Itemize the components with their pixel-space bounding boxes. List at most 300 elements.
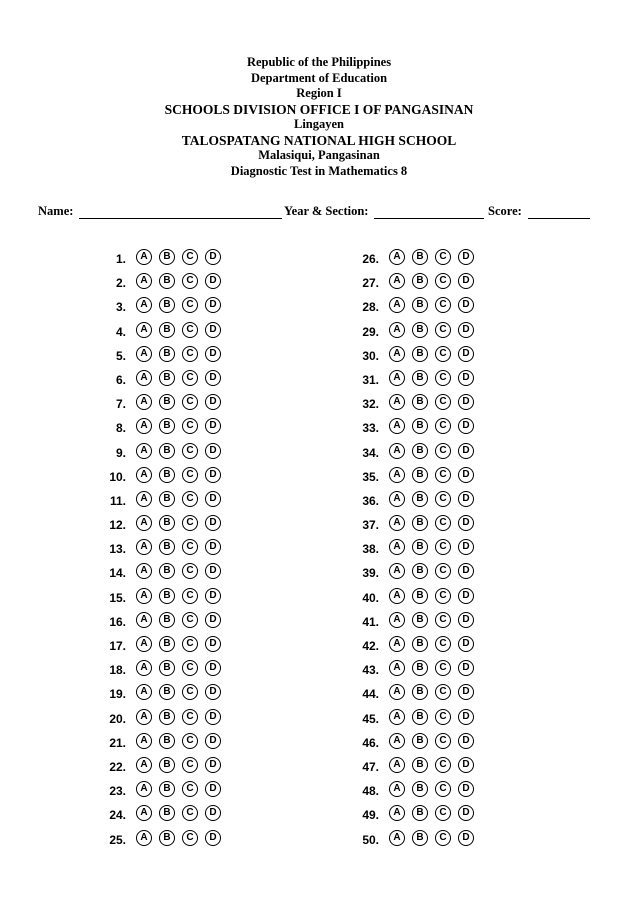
answer-bubble-c[interactable]: C [435,830,451,846]
name-label: Name: [38,204,74,218]
answer-bubble-c[interactable]: C [182,370,198,386]
answer-row [92,709,312,733]
question-number: 22. [109,759,126,774]
question-number: 35. [362,469,379,484]
answer-bubble-b[interactable]: B [412,684,428,700]
answer-bubble-a[interactable]: A [136,660,152,676]
answer-bubble-a[interactable]: A [136,588,152,604]
question-number: 5. [115,348,126,363]
answer-bubble-d[interactable]: D [205,733,221,749]
answer-row [345,781,565,805]
answer-bubble-d[interactable]: D [458,757,474,773]
answer-bubble-a[interactable]: A [389,805,405,821]
answer-bubble-c[interactable]: C [435,467,451,483]
answer-bubble-b[interactable]: B [412,273,428,289]
answer-bubble-a[interactable]: A [389,588,405,604]
answer-bubble-d[interactable]: D [205,830,221,846]
answer-row [345,273,565,297]
answer-bubble-b[interactable]: B [412,370,428,386]
answer-bubble-b[interactable]: B [159,757,175,773]
answer-row [92,830,312,854]
answer-bubble-a[interactable]: A [389,636,405,652]
answer-bubble-a[interactable]: A [136,370,152,386]
answer-bubble-a[interactable]: A [136,249,152,265]
answer-bubble-c[interactable]: C [435,733,451,749]
answer-bubble-b[interactable]: B [159,709,175,725]
answer-row [92,588,312,612]
answer-bubble-d[interactable]: D [205,660,221,676]
answer-bubble-c[interactable]: C [182,515,198,531]
answer-bubble-d[interactable]: D [458,515,474,531]
header-school-address: Malasiqui, Pangasinan [258,148,380,162]
question-number: 37. [362,518,379,533]
answer-bubble-c[interactable]: C [435,322,451,338]
answer-row [345,346,565,370]
answer-bubble-b[interactable]: B [412,249,428,265]
answer-row [92,515,312,539]
answer-bubble-d[interactable]: D [458,660,474,676]
answer-bubble-d[interactable]: D [205,563,221,579]
answer-bubble-b[interactable]: B [159,781,175,797]
answer-bubble-a[interactable]: A [389,322,405,338]
answer-bubble-c[interactable]: C [182,322,198,338]
answer-bubble-a[interactable]: A [136,636,152,652]
answer-row [92,781,312,805]
answer-bubble-c[interactable]: C [182,612,198,628]
answer-bubble-d[interactable]: D [205,491,221,507]
answer-bubble-c[interactable]: C [182,297,198,313]
answer-bubble-b[interactable]: B [159,733,175,749]
document-header [0,55,638,179]
answer-bubble-d[interactable]: D [205,539,221,555]
answer-bubble-a[interactable]: A [389,273,405,289]
answer-row [345,660,565,684]
question-number: 17. [109,639,126,653]
answer-bubble-b[interactable]: B [159,805,175,821]
answer-bubble-b[interactable]: B [412,757,428,773]
question-number: 20. [109,711,126,726]
question-number: 18. [109,663,126,678]
answer-bubble-c[interactable]: C [435,684,451,700]
answer-bubble-c[interactable]: C [435,249,451,265]
answer-bubble-c[interactable]: C [435,346,451,362]
answer-bubble-c[interactable]: C [182,273,198,289]
answer-bubble-b[interactable]: B [159,370,175,386]
answer-bubble-b[interactable]: B [412,297,428,313]
answer-bubble-d[interactable]: D [205,467,221,483]
answer-bubble-a[interactable]: A [136,443,152,459]
name-field-line[interactable] [79,218,282,219]
answer-bubble-c[interactable]: C [182,249,198,265]
header-division-office: SCHOOLS DIVISION OFFICE I OF PANGASINAN [164,101,474,117]
answer-row [92,491,312,515]
answer-bubble-d[interactable]: D [205,781,221,797]
answer-row [92,443,312,467]
question-number: 43. [362,663,379,678]
answer-bubble-b[interactable]: B [159,273,175,289]
answer-bubble-a[interactable]: A [136,805,152,821]
question-number: 6. [115,372,126,387]
answer-bubble-b[interactable]: B [159,684,175,700]
answer-row [345,249,565,273]
answer-bubble-a[interactable]: A [389,515,405,531]
answer-row [345,491,565,515]
answer-bubble-a[interactable]: A [389,297,405,313]
answer-bubble-c[interactable]: C [182,684,198,700]
answer-bubble-c[interactable]: C [435,612,451,628]
question-number: 7. [115,397,126,412]
answer-row [345,709,565,733]
question-number: 42. [362,639,379,653]
answer-bubble-d[interactable]: D [205,370,221,386]
header-region: Region I [296,86,342,100]
answer-bubble-c[interactable]: C [435,588,451,604]
answer-bubble-c[interactable]: C [182,418,198,434]
question-number: 3. [115,300,126,315]
answer-row [345,297,565,321]
answer-bubble-d[interactable]: D [205,515,221,531]
answer-bubble-c[interactable]: C [435,757,451,773]
answer-row [345,322,565,346]
answer-bubble-d[interactable]: D [205,346,221,362]
header-test-title: Diagnostic Test in Mathematics 8 [230,163,408,178]
answer-bubble-a[interactable]: A [389,346,405,362]
answer-bubble-a[interactable]: A [136,491,152,507]
score-field-line[interactable] [528,218,590,219]
answer-bubble-a[interactable]: A [136,709,152,725]
answer-bubble-d[interactable]: D [205,612,221,628]
answer-row [345,370,565,394]
answer-bubble-c[interactable]: C [182,757,198,773]
answer-row [345,418,565,442]
question-number: 1. [115,252,126,266]
answer-row [92,563,312,587]
answer-row [345,588,565,612]
answer-row [92,684,312,708]
answer-bubble-a[interactable]: A [136,273,152,289]
answer-row [92,249,312,273]
answer-bubble-a[interactable]: A [389,491,405,507]
answer-bubble-d[interactable]: D [458,249,474,265]
answer-bubble-c[interactable]: C [435,539,451,555]
answer-bubble-c[interactable]: C [182,830,198,846]
question-number: 16. [109,614,126,629]
answer-bubble-d[interactable]: D [458,491,474,507]
answer-bubble-d[interactable]: D [205,588,221,604]
answer-bubble-d[interactable]: D [205,273,221,289]
question-number: 27. [362,276,379,291]
answer-bubble-d[interactable]: D [458,612,474,628]
answer-bubble-b[interactable]: B [159,467,175,483]
question-number: 39. [362,566,379,581]
answer-bubble-d[interactable]: D [205,443,221,459]
answer-bubble-b[interactable]: B [412,612,428,628]
answer-bubble-c[interactable]: C [435,370,451,386]
answer-column-left [92,249,312,854]
answer-bubble-b[interactable]: B [412,443,428,459]
answer-bubble-c[interactable]: C [435,636,451,652]
answer-bubble-c[interactable]: C [182,709,198,725]
answer-bubble-c[interactable]: C [435,515,451,531]
question-number: 32. [362,397,379,412]
answer-bubble-b[interactable]: B [412,781,428,797]
question-number: 33. [362,421,379,436]
answer-bubble-a[interactable]: A [136,733,152,749]
answer-bubble-a[interactable]: A [136,467,152,483]
answer-bubble-b[interactable]: B [159,563,175,579]
question-number: 26. [362,252,379,266]
answer-bubble-b[interactable]: B [412,660,428,676]
answer-bubble-d[interactable]: D [205,636,221,652]
answer-bubble-a[interactable]: A [136,563,152,579]
answer-bubble-a[interactable]: A [136,394,152,410]
answer-bubble-a[interactable]: A [389,394,405,410]
answer-bubble-c[interactable]: C [435,491,451,507]
answer-row [345,612,565,636]
question-number: 11. [109,493,126,508]
answer-bubble-c[interactable]: C [182,781,198,797]
answer-bubble-b[interactable]: B [412,322,428,338]
answer-bubble-d[interactable]: D [458,563,474,579]
answer-row [345,733,565,757]
student-info-fields [38,204,598,222]
answer-row [92,297,312,321]
answer-bubble-b[interactable]: B [412,805,428,821]
answer-bubble-b[interactable]: B [412,346,428,362]
answer-bubble-c[interactable]: C [182,563,198,579]
answer-bubble-d[interactable]: D [458,733,474,749]
question-number: 21. [109,735,126,750]
answer-bubble-b[interactable]: B [412,467,428,483]
question-number: 34. [362,445,379,460]
answer-row [92,346,312,370]
answer-bubble-b[interactable]: B [159,249,175,265]
answer-bubble-b[interactable]: B [159,515,175,531]
answer-bubble-a[interactable]: A [136,515,152,531]
answer-bubble-b[interactable]: B [159,443,175,459]
question-number: 10. [109,469,126,484]
answer-bubble-d[interactable]: D [205,805,221,821]
answer-bubble-d[interactable]: D [458,370,474,386]
question-number: 23. [109,784,126,799]
answer-row [92,805,312,829]
answer-bubble-d[interactable]: D [205,709,221,725]
question-number: 4. [115,324,126,339]
answer-row [345,757,565,781]
answer-bubble-c[interactable]: C [182,733,198,749]
answer-bubble-a[interactable]: A [389,249,405,265]
answer-bubble-b[interactable]: B [412,394,428,410]
question-number: 28. [362,300,379,315]
answer-row [92,733,312,757]
question-number: 40. [362,590,379,605]
answer-bubble-c[interactable]: C [182,346,198,362]
answer-bubble-a[interactable]: A [136,781,152,797]
answer-bubble-a[interactable]: A [136,830,152,846]
answer-bubble-b[interactable]: B [159,346,175,362]
answer-bubble-c[interactable]: C [435,660,451,676]
answer-bubble-d[interactable]: D [205,249,221,265]
answer-bubble-b[interactable]: B [159,297,175,313]
answer-bubble-c[interactable]: C [182,443,198,459]
answer-bubble-b[interactable]: B [159,394,175,410]
answer-bubble-d[interactable]: D [205,418,221,434]
answer-bubble-d[interactable]: D [458,709,474,725]
answer-bubble-c[interactable]: C [182,467,198,483]
answer-bubble-a[interactable]: A [389,830,405,846]
answer-bubble-d[interactable]: D [458,805,474,821]
answer-bubble-d[interactable]: D [458,394,474,410]
answer-bubble-c[interactable]: C [435,781,451,797]
answer-bubble-d[interactable]: D [458,539,474,555]
answer-bubble-b[interactable]: B [159,539,175,555]
answer-bubble-c[interactable]: C [182,636,198,652]
answer-bubble-b[interactable]: B [412,709,428,725]
question-number: 48. [362,784,379,799]
answer-row [345,394,565,418]
answer-row [92,636,312,660]
question-number: 45. [362,711,379,726]
answer-row [345,636,565,660]
answer-bubble-c[interactable]: C [182,539,198,555]
answer-bubble-a[interactable]: A [136,418,152,434]
answer-bubble-a[interactable]: A [389,684,405,700]
answer-row [345,443,565,467]
answer-bubble-c[interactable]: C [182,394,198,410]
answer-bubble-c[interactable]: C [182,805,198,821]
answer-bubble-a[interactable]: A [389,757,405,773]
answer-bubble-d[interactable]: D [458,467,474,483]
answer-bubble-a[interactable]: A [389,370,405,386]
answer-bubble-c[interactable]: C [435,418,451,434]
answer-bubble-d[interactable]: D [458,443,474,459]
answer-bubble-a[interactable]: A [389,660,405,676]
year-section-field-line[interactable] [374,218,484,219]
answer-row [345,539,565,563]
answer-bubble-b[interactable]: B [412,733,428,749]
answer-bubble-d[interactable]: D [458,588,474,604]
answer-row [92,660,312,684]
answer-bubble-b[interactable]: B [159,588,175,604]
answer-bubble-c[interactable]: C [182,588,198,604]
answer-bubble-a[interactable]: A [136,757,152,773]
answer-bubble-c[interactable]: C [435,563,451,579]
answer-bubble-a[interactable]: A [136,612,152,628]
answer-bubble-a[interactable]: A [389,733,405,749]
answer-bubble-a[interactable]: A [389,563,405,579]
answer-row [92,418,312,442]
answer-bubble-a[interactable]: A [136,297,152,313]
answer-bubble-a[interactable]: A [136,539,152,555]
answer-bubble-d[interactable]: D [458,830,474,846]
answer-bubble-d[interactable]: D [205,322,221,338]
question-number: 31. [362,372,379,387]
question-number: 30. [362,348,379,363]
answer-bubble-b[interactable]: B [159,612,175,628]
answer-bubble-c[interactable]: C [182,491,198,507]
answer-bubble-d[interactable]: D [458,346,474,362]
answer-row [92,539,312,563]
answer-bubble-b[interactable]: B [159,830,175,846]
answer-bubble-d[interactable]: D [205,757,221,773]
answer-bubble-c[interactable]: C [435,443,451,459]
answer-bubble-a[interactable]: A [389,709,405,725]
header-department: Department of Education [250,70,388,85]
answer-bubble-a[interactable]: A [389,612,405,628]
answer-bubble-a[interactable]: A [136,322,152,338]
question-number: 15. [109,590,126,605]
answer-bubble-b[interactable]: B [159,660,175,676]
answer-bubble-d[interactable]: D [458,636,474,652]
question-number: 19. [109,687,126,702]
answer-bubble-d[interactable]: D [458,322,474,338]
answer-bubble-c[interactable]: C [435,273,451,289]
answer-bubble-b[interactable]: B [412,830,428,846]
answer-bubble-b[interactable]: B [412,563,428,579]
answer-bubble-b[interactable]: B [412,418,428,434]
answer-bubble-a[interactable]: A [389,781,405,797]
answer-bubble-b[interactable]: B [159,418,175,434]
answer-bubble-c[interactable]: C [435,297,451,313]
answer-bubble-b[interactable]: B [412,588,428,604]
answer-bubble-d[interactable]: D [205,394,221,410]
question-number: 2. [115,276,126,291]
question-number: 25. [109,832,126,847]
answer-bubble-b[interactable]: B [159,491,175,507]
answer-bubble-b[interactable]: B [412,491,428,507]
answer-bubble-d[interactable]: D [458,781,474,797]
answer-bubble-d[interactable]: D [458,418,474,434]
answer-row [345,830,565,854]
answer-bubble-d[interactable]: D [458,273,474,289]
answer-row [92,322,312,346]
answer-row [345,805,565,829]
answer-row [92,467,312,491]
answer-bubble-c[interactable]: C [435,709,451,725]
answer-bubble-b[interactable]: B [159,636,175,652]
answer-row [92,273,312,297]
answer-bubble-a[interactable]: A [389,418,405,434]
question-number: 41. [362,614,379,629]
answer-bubble-a[interactable]: A [136,684,152,700]
answer-bubble-b[interactable]: B [412,636,428,652]
answer-bubble-a[interactable]: A [389,443,405,459]
answer-bubble-d[interactable]: D [458,684,474,700]
answer-bubble-b[interactable]: B [159,322,175,338]
answer-bubble-d[interactable]: D [205,297,221,313]
question-number: 14. [109,566,126,581]
answer-bubble-c[interactable]: C [182,660,198,676]
score-label: Score: [488,204,522,218]
question-number: 49. [362,808,379,823]
answer-bubble-d[interactable]: D [205,684,221,700]
answer-row [92,370,312,394]
header-school-name: TALOSPATANG NATIONAL HIGH SCHOOL [181,132,457,148]
answer-bubble-c[interactable]: C [435,394,451,410]
answer-bubble-b[interactable]: B [412,539,428,555]
answer-row [345,467,565,491]
question-number: 44. [362,687,379,702]
answer-bubble-b[interactable]: B [412,515,428,531]
question-number: 29. [362,324,379,339]
answer-bubble-a[interactable]: A [136,346,152,362]
answer-bubble-c[interactable]: C [435,805,451,821]
answer-row [92,757,312,781]
answer-bubble-a[interactable]: A [389,467,405,483]
answer-bubble-a[interactable]: A [389,539,405,555]
answer-bubble-d[interactable]: D [458,297,474,313]
question-number: 12. [109,518,126,533]
